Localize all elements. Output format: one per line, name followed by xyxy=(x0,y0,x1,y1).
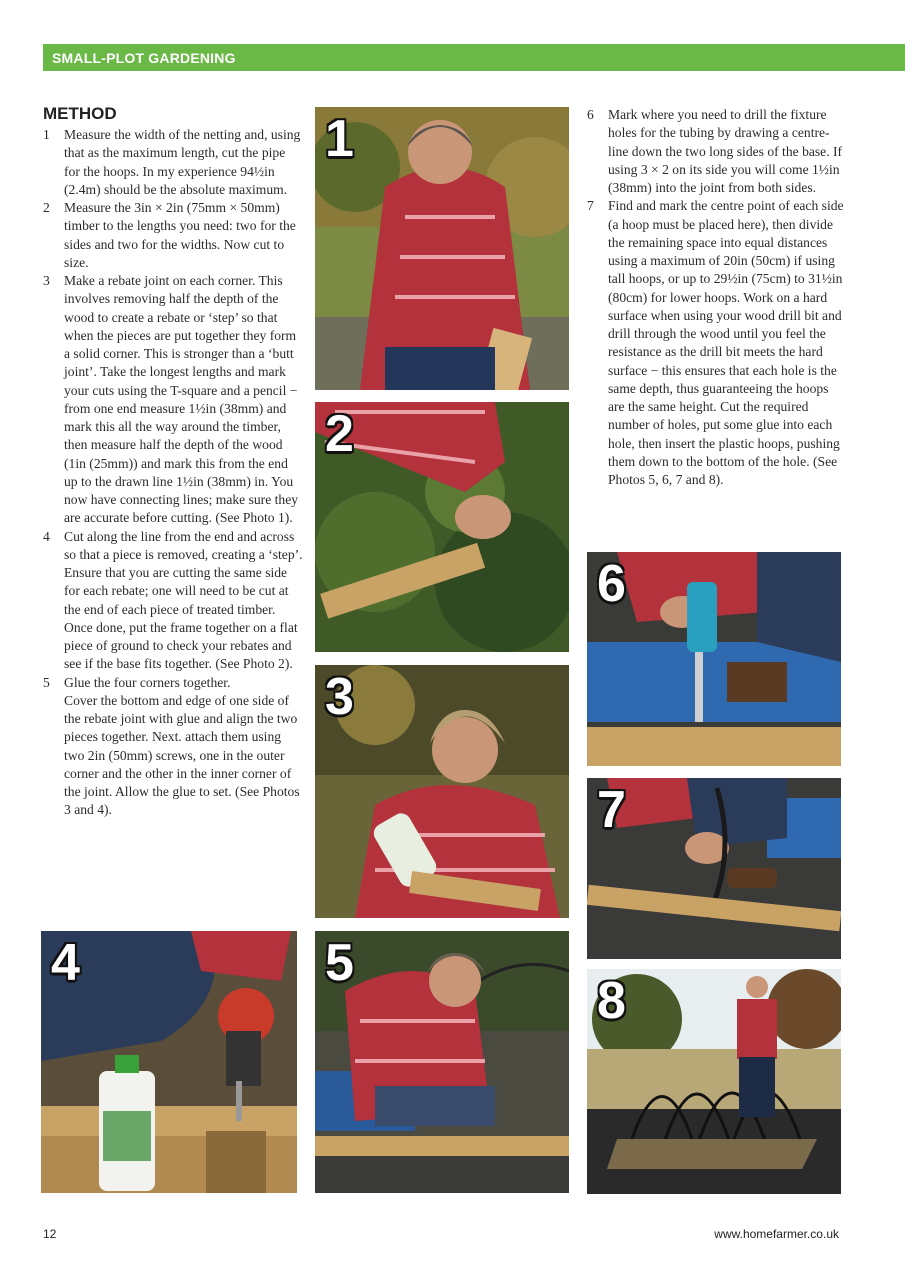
photo-1-number: 1 xyxy=(325,110,354,168)
method-step-4 xyxy=(43,528,303,674)
step-number: 6 xyxy=(587,107,594,122)
step-text: Make a rebate joint on each corner. This involves removing half the depth of the wood to create a rebate or ‘step’ so that when the pieces are put together they form a solid corner. This is stronger than a ‘butt joint’. Take the longest lengths and mark your cuts using the T-square and a pencil − from one end measure 1½in (38mm) and mark this all the way around the timber, then measure half the depth of the wood (1in (25mm)) and mark this from the end up to the drawn line 1½in (38mm) in. You now have connecting lines; make sure they are accurate before cutting. (See Photo 1). xyxy=(64,273,299,526)
method-heading: METHOD xyxy=(43,104,117,123)
step-text: Measure the width of the netting and, using that as the maximum length, cut the pipe for the hoops. In my experience 94½in (2.4m) should be the absolute maximum. xyxy=(64,127,301,197)
photo-8 xyxy=(587,969,841,1194)
photo-6 xyxy=(587,552,841,766)
step-number: 4 xyxy=(43,528,50,544)
photo-7 xyxy=(587,778,841,959)
step-text: Cover the bottom and edge of one side of the rebate joint with glue and align the two pieces together. Next. attach them using two 2in (50mm) screws, one in the outer corner and the other in the inner corner of the joint. Allow the glue to set. (See Photos 3 and 4). xyxy=(64,692,300,818)
step-text: Measure the 3in × 2in (75mm × 50mm) timber to the lengths you need: two for the sides and two for the widths. Now cut to size. xyxy=(64,200,296,270)
photo-3 xyxy=(315,665,569,918)
step-number: 1 xyxy=(43,127,50,142)
step-text: Glue the four corners together. xyxy=(64,674,231,690)
step-number: 2 xyxy=(43,200,50,215)
photo-5-number: 5 xyxy=(325,934,354,992)
step-number: 3 xyxy=(43,273,50,288)
website-url: www.homefarmer.co.uk xyxy=(714,1227,839,1241)
photo-8-number: 8 xyxy=(597,972,626,1030)
photo-4 xyxy=(41,931,297,1193)
method-step-2 xyxy=(43,199,303,272)
section-title: SMALL-PLOT GARDENING xyxy=(52,50,236,66)
photo-2 xyxy=(315,402,569,652)
photo-3-number: 3 xyxy=(325,668,354,726)
photo-2-number: 2 xyxy=(325,405,354,463)
step-number: 5 xyxy=(43,674,50,690)
method-step-6 xyxy=(587,106,845,197)
photo-5 xyxy=(315,931,569,1193)
page-number: 12 xyxy=(43,1227,57,1241)
method-step-1 xyxy=(43,126,303,199)
photo-1 xyxy=(315,107,569,390)
section-banner xyxy=(43,44,905,71)
step-text: Mark where you need to drill the fixture holes for the tubing by drawing a centre-line down the two long sides of the base. If using 3 × 2 on its side you will come 1½in (38mm) into the joint from both sides. xyxy=(608,107,843,195)
method-step-7 xyxy=(587,197,845,489)
photo-4-number: 4 xyxy=(51,934,80,992)
method-step-3 xyxy=(43,272,303,528)
photo-6-number: 6 xyxy=(597,555,626,613)
step-text: Once done, put the frame together on a flat piece of ground to check your rebates and see if the base fits together. (See Photo 2). xyxy=(64,619,298,672)
method-column-right xyxy=(587,106,845,489)
step-number: 7 xyxy=(587,198,594,214)
step-text: Find and mark the centre point of each side (a hoop must be placed here), then divide the remaining space into equal distances using a maximum of 20in (50cm) if using tall hoops, or up to 29½in (75cm) to 31½in (80cm) for lower hoops. Work on a hard surface when using your wood drill bit and drill through the wood until you feel the resistance as the drill bit meets the hard surface − this ensures that each hole is the same depth, thus guaranteeing the hoops are the same height. Cut the required number of holes, put some glue into each hole, then insert the plastic hoops, pushing them down to the bottom of the hole. (See Photos 5, 6, 7 and 8). xyxy=(608,198,844,487)
method-column-left xyxy=(43,126,303,820)
photo-7-number: 7 xyxy=(597,781,626,839)
method-step-5 xyxy=(43,674,303,820)
step-text: Cut along the line from the end and across so that a piece is removed, creating a ‘step’. Ensure that you are cutting the same side for each rebate; one will need to be cut at the end of each piece of treated timber. xyxy=(64,528,303,617)
